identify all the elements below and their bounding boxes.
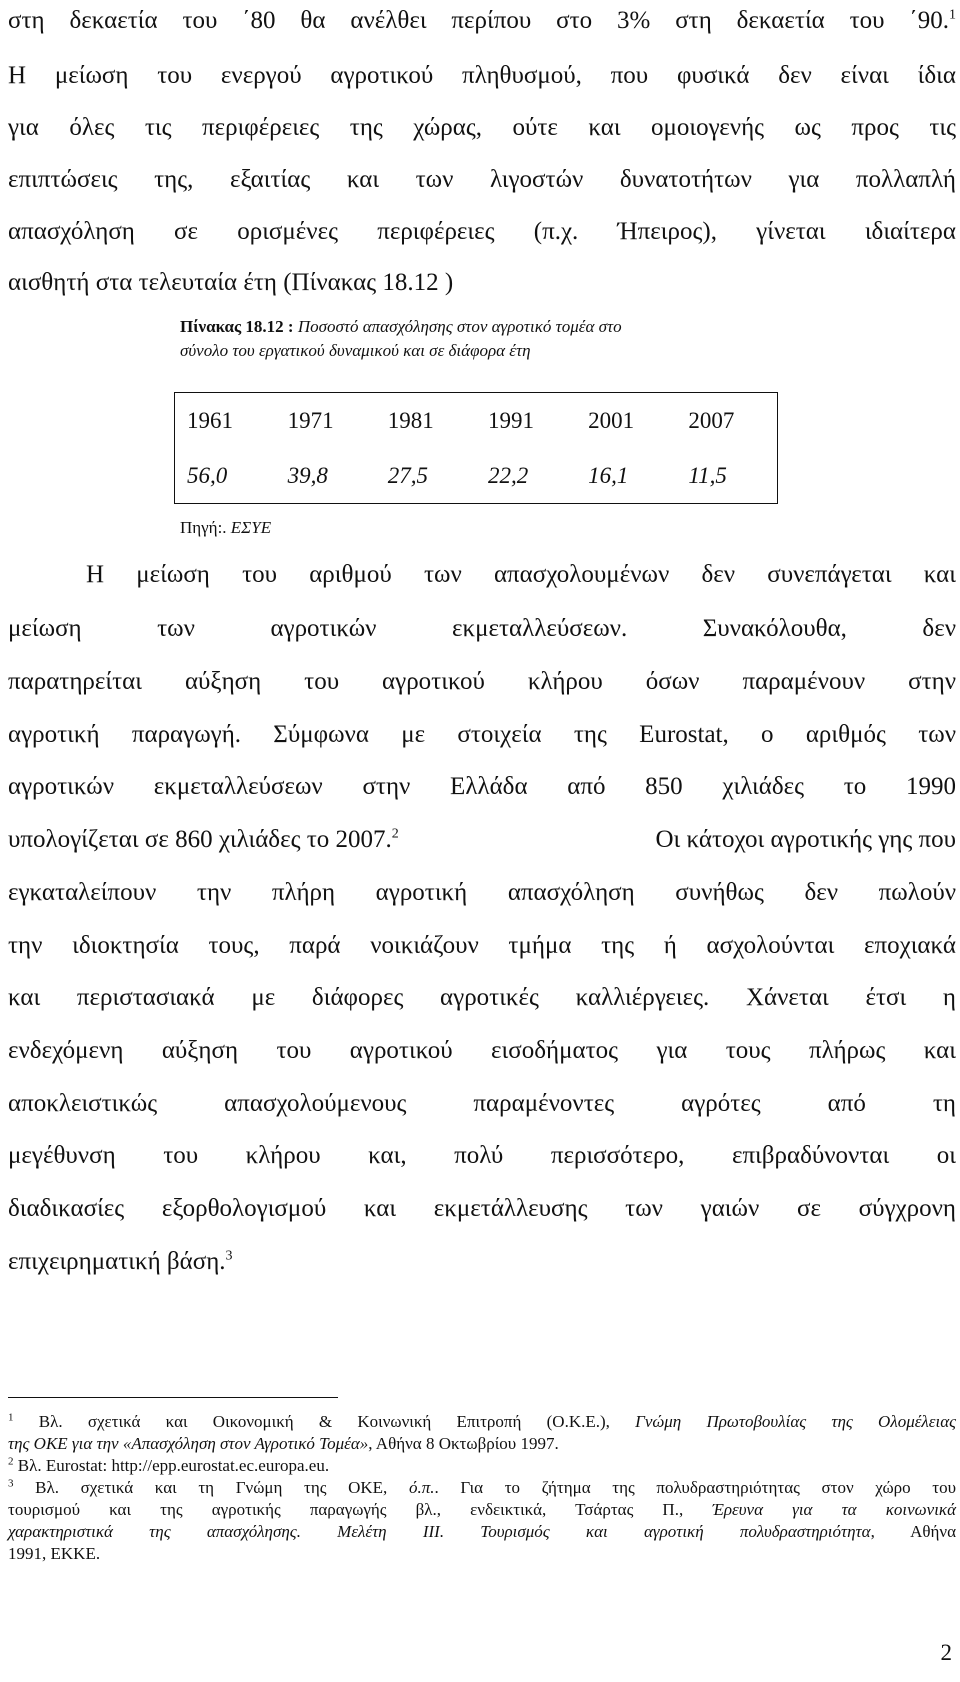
table-source bbox=[180, 518, 271, 538]
table-cell-value: 11,5 bbox=[688, 462, 727, 488]
body-line-9: και περιστασιακά με διάφορες αγροτικές καλλιέργειες. Χάνεται έτσι η bbox=[8, 984, 956, 1011]
footnote-ref-2: 2 bbox=[391, 826, 399, 842]
body-line-14: επιχειρηματική βάση.$^3$ bbox=[8, 1248, 233, 1275]
table-source-label: Πηγή:. bbox=[180, 518, 227, 537]
body-line-7: εγκαταλείπουν την πλήρη αγροτική απασχόληση συνήθως δεν πωλούν bbox=[8, 879, 956, 906]
footnote-3-line-3: χαρακτηριστικά της απασχόλησης. Μελέτη ΙΙΙ. Τουρισμός και αγροτική πολυδραστηριότητα, Αθήνα bbox=[8, 1522, 957, 1541]
body-line-8: την ιδιοκτησία τους, παρά νοικιάζουν τμήμα της ή ασχολούνται εποχιακά bbox=[8, 932, 956, 959]
intro-line-2: Η μείωση του ενεργού αγροτικού πληθυσμού, που φυσικά δεν είναι ίδια bbox=[8, 62, 956, 89]
footnote-2: $^2$ Βλ. Eurostat: http://epp.eurostat.ec.europa.eu. bbox=[8, 1455, 330, 1475]
table-caption-line-2: σύνολο του εργατικού δυναμικού και σε διάφορα έτη bbox=[180, 341, 531, 360]
table-cell-value: 56,0 bbox=[187, 462, 228, 488]
footnote-ref-3: 3 bbox=[225, 1248, 233, 1264]
table-caption-label: Πίνακας 18.12 : bbox=[180, 317, 294, 336]
footnote-1-line-1: $^1$ Βλ. σχετικά και Οικονομική & Κοινωνική Επιτροπή (Ο.Κ.Ε.), Γνώμη Πρωτοβουλίας της Ολομέλειας bbox=[8, 1411, 957, 1431]
footnote-3-line-4: 1991, ΕΚΚΕ. bbox=[8, 1544, 101, 1563]
footnote-1-line-2: της ΟΚΕ για την «Απασχόληση στον Αγροτικό Τομέα», Αθήνα 8 Οκτωβρίου 1997. bbox=[8, 1434, 559, 1453]
body-line-11: αποκλειστικώς απασχολούμενους παραμένοντες αγρότες από τη bbox=[8, 1090, 956, 1117]
intro-line-4: επιπτώσεις της, εξαιτίας και των λιγοστών δυνατοτήτων για πολλαπλή bbox=[8, 166, 956, 193]
table-cell-value: 27,5 bbox=[387, 462, 429, 488]
table-cell-year: 1961 bbox=[187, 407, 233, 433]
intro-line-6: αισθητή στα τελευταία έτη (Πίνακας 18.12 ) bbox=[8, 269, 454, 296]
table-cell-value: 22,2 bbox=[487, 462, 529, 488]
table-cell-year: 1971 bbox=[287, 407, 334, 433]
footnote-divider bbox=[8, 1397, 338, 1398]
table-cell-value: 39,8 bbox=[287, 462, 328, 488]
table-caption bbox=[180, 316, 622, 338]
table-source-value: ΕΣΥΕ bbox=[230, 518, 272, 537]
body-line-1: Η μείωση του αριθμού των απασχολουμένων δεν συνεπάγεται και bbox=[86, 561, 956, 588]
table-cell-year: 1981 bbox=[387, 407, 434, 433]
table-row-values bbox=[175, 448, 778, 504]
body-line-2: μείωση των αγροτικών εκμεταλλεύσεων. Συνακόλουθα, δεν bbox=[8, 615, 956, 642]
table-cell-value: 16,1 bbox=[588, 462, 629, 488]
body-line-13: διαδικασίες εξορθολογισμού και εκμετάλλευσης των γαιών σε σύγχρονη bbox=[8, 1195, 956, 1222]
footnote-3-line-2: τουρισμού και της αγροτικής παραγωγής βλ., ενδεικτικά, Τσάρτας Π., Έρευνα για τα κοινωνικά bbox=[8, 1500, 957, 1519]
body-line-4: αγροτική παραγωγή. Σύμφωνα με στοιχεία της Eurostat, ο αριθμός των bbox=[8, 721, 956, 748]
intro-line-3: για όλες τις περιφέρειες της χώρας, ούτε και ομοιογενής ως προς τις bbox=[8, 114, 956, 141]
employment-table bbox=[174, 392, 778, 504]
footnote-ref-1: 1 bbox=[949, 7, 956, 23]
table-caption-text: Ποσοστό απασχόλησης στον αγροτικό τομέα στο bbox=[297, 317, 622, 336]
intro-line-5: απασχόληση σε ορισμένες περιφέρειες (π.χ. Ήπειρος), γίνεται ιδιαίτερα bbox=[8, 218, 956, 245]
body-line-12: μεγέθυνση του κλήρου και, πολύ περισσότερο, επιβραδύνονται οι bbox=[8, 1142, 956, 1169]
body-line-6: υπολογίζεται σε 860 χιλιάδες το 2007.$^2$ Οι κάτοχοι αγροτικής γης που bbox=[8, 826, 956, 853]
body-line-5: αγροτικών εκμεταλλεύσεων στην Ελλάδα από 850 χιλιάδες το 1990 bbox=[8, 773, 956, 800]
page-number: 2 bbox=[940, 1640, 952, 1665]
table-cell-year: 2007 bbox=[688, 407, 735, 433]
table-cell-year: 2001 bbox=[588, 407, 635, 433]
intro-line-1: στη δεκαετία του ΄80 θα ανέλθει περίπου στο 3% στη δεκαετία του ΄90.$^1$ bbox=[8, 7, 956, 34]
body-line-10: ενδεχόμενη αύξηση του αγροτικού εισοδήματος για τους πλήρως και bbox=[8, 1037, 956, 1064]
footnote-3-line-1: $^3$ Βλ. σχετικά και τη Γνώμη της ΟΚΕ, ό.π.. Για το ζήτημα της πολυδραστηριότητας στον χώρο του bbox=[8, 1477, 957, 1497]
body-line-3: παρατηρείται αύξηση του αγροτικού κλήρου όσων παραμένουν στην bbox=[8, 668, 956, 695]
table-row-years bbox=[175, 393, 778, 449]
table-cell-year: 1991 bbox=[487, 407, 534, 433]
